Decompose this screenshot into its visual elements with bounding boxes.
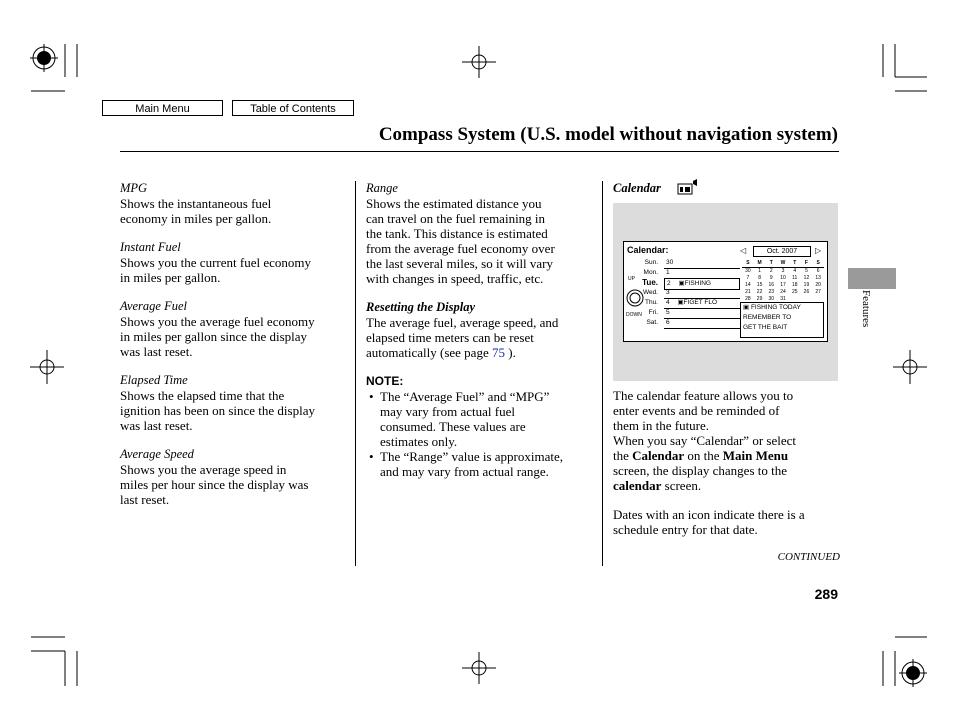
text-fragment: ). <box>504 345 516 360</box>
text-fragment: the <box>613 448 633 463</box>
list-item <box>366 449 598 479</box>
text-line: the tank. This distance is estimated <box>366 226 548 241</box>
date-cell: 10 <box>780 275 786 281</box>
text-line: was last reset. <box>120 418 193 433</box>
entry-icon: ▣ <box>678 280 685 287</box>
date-cell: 7 <box>746 275 750 281</box>
memo-line: REMEMBER TO <box>743 314 792 321</box>
text-line <box>366 345 598 360</box>
week-row <box>742 289 824 296</box>
title-divider <box>120 151 839 152</box>
day-row: Thu. 4 ▣FIGET FLO <box>640 298 740 308</box>
text-line: Shows the instantaneous fuel <box>120 196 272 211</box>
week-row <box>742 268 824 275</box>
day-list <box>640 258 740 328</box>
page-reference-link[interactable]: 75 <box>491 345 505 360</box>
main-menu-button[interactable]: Main Menu <box>102 100 223 116</box>
text-line: can travel on the fuel remaining in <box>366 211 546 226</box>
text-line: with changes in speed, traffic, etc. <box>366 271 544 286</box>
voice-command-icon <box>677 179 699 195</box>
date-cell: 19 <box>803 282 810 288</box>
date-cell: 3 <box>781 268 785 274</box>
next-month-icon: ▷ <box>815 246 822 255</box>
date-cell: 16 <box>768 282 775 288</box>
text-line: miles per hour since the display was <box>120 477 309 492</box>
date-cell: 5 <box>805 268 808 274</box>
text-line: Shows the estimated distance you <box>366 196 542 211</box>
date-cell: 2 <box>769 268 773 274</box>
list-item <box>366 389 598 449</box>
date-cell: 18 <box>791 282 798 288</box>
date-cell: 14 <box>745 282 751 288</box>
column-divider <box>602 181 603 566</box>
heading-elapsed-time: Elapsed Time <box>120 373 188 387</box>
day-row: Wed. 3 <box>640 288 740 298</box>
text-line: the last several miles, so it will vary <box>366 256 554 271</box>
text-line: The average fuel, average speed, and <box>366 315 559 330</box>
text-line: Shows you the current fuel economy <box>120 255 311 270</box>
day-row: Sun. 30 <box>640 258 740 268</box>
date-cell: 31 <box>780 296 786 302</box>
text-line: screen, the display changes to the <box>613 463 787 478</box>
calendar-display <box>623 241 828 342</box>
text-line: elapsed time meters can be reset <box>366 330 534 345</box>
text-fragment: on the <box>684 448 723 463</box>
continued-label: CONTINUED <box>777 551 840 563</box>
text-line: from the average fuel economy over <box>366 241 555 256</box>
text-line: Shows you the average fuel economy <box>120 314 315 329</box>
text-fragment: automatically (see page <box>366 345 492 360</box>
text-line: • The “Average Fuel” and “MPG” <box>380 389 550 404</box>
entry-icon: ▣ <box>677 299 684 306</box>
text-line: them in the future. <box>613 418 710 433</box>
date-cell: 1 <box>758 268 761 274</box>
heading-resetting-display: Resetting the Display <box>366 300 476 314</box>
text-line <box>613 448 841 463</box>
page-title: Compass System (U.S. model without navigation system) <box>378 124 838 145</box>
text-line: • The “Range” value is approximate, <box>380 449 564 464</box>
text-line: in miles per gallon. <box>120 270 221 285</box>
prev-month-icon: ◁ <box>740 246 747 255</box>
text-line: When you say “Calendar” or select <box>613 433 797 448</box>
page-number: 289 <box>814 586 838 602</box>
date-cell: 9 <box>769 275 773 281</box>
heading-average-fuel: Average Fuel <box>120 299 187 313</box>
down-label: DOWN <box>626 312 642 318</box>
column-3-text <box>613 388 841 537</box>
week-row <box>742 275 824 282</box>
text-line: schedule entry for that date. <box>613 522 758 537</box>
text-line: Dates with an icon indicate there is a <box>613 507 805 522</box>
text-line: Shows you the average speed in <box>120 462 287 477</box>
date-cell: 4 <box>793 268 797 274</box>
heading-instant-fuel: Instant Fuel <box>120 240 181 254</box>
date-cell: 6 <box>816 268 820 274</box>
text-line: was last reset. <box>120 344 193 359</box>
text-line: economy in miles per gallon. <box>120 211 272 226</box>
heading-average-speed: Average Speed <box>120 447 194 461</box>
week-header: S M T W T F S <box>742 260 824 268</box>
date-cell: 27 <box>815 289 821 295</box>
column-1 <box>120 181 350 507</box>
heading-range: Range <box>366 181 398 195</box>
section-label: Features <box>860 290 872 328</box>
memo-line: ▣ FISHING TODAY <box>743 304 801 311</box>
date-cell: 17 <box>780 282 786 288</box>
date-cell: 15 <box>756 282 763 288</box>
date-cell: 12 <box>803 275 810 281</box>
date-cell: 8 <box>758 275 761 281</box>
text-fragment: screen. <box>661 478 702 493</box>
text-line: last reset. <box>120 492 170 507</box>
date-cell: 20 <box>815 282 821 288</box>
day-row: Sat. 6 <box>640 318 740 328</box>
date-cell: 30 <box>768 296 775 302</box>
text-line <box>613 478 841 493</box>
note-label: NOTE: <box>366 374 404 388</box>
date-cell: 11 <box>792 275 798 281</box>
calendar-label: Calendar: <box>627 245 669 255</box>
date-cell: 30 <box>745 268 751 274</box>
date-cell: 29 <box>756 296 763 302</box>
up-label: UP <box>628 276 635 282</box>
date-cell: 23 <box>768 289 775 295</box>
date-cell: 21 <box>745 289 751 295</box>
text-line: in miles per gallon since the display <box>120 329 308 344</box>
week-row <box>742 282 824 289</box>
date-cell: 26 <box>803 289 810 295</box>
text-fragment: calendar <box>613 478 662 493</box>
column-2 <box>366 181 598 479</box>
text-line: Shows the elapsed time that the <box>120 388 285 403</box>
column-divider <box>355 181 356 566</box>
memo-line: GET THE BAIT <box>743 324 788 331</box>
registration-mark-bottom-right <box>899 659 927 687</box>
day-row-selected: Tue. 2 ▣FISHING <box>640 278 740 288</box>
calendar-screen-figure <box>613 203 838 381</box>
text-line: enter events and be reminded of <box>613 403 780 418</box>
heading-mpg: MPG <box>120 181 148 195</box>
entry-icon: ▣ <box>743 304 751 311</box>
month-display: Oct. 2007 <box>753 246 811 257</box>
text-line: ignition has been on since the display <box>120 403 315 418</box>
text-line: may vary from actual fuel <box>380 404 515 419</box>
note-bullets <box>366 389 598 479</box>
text-line: The calendar feature allows you to <box>613 388 794 403</box>
registration-mark-top-left <box>30 44 58 72</box>
month-grid <box>742 260 824 303</box>
memo-box <box>740 302 824 338</box>
day-row: Fri. 5 <box>640 308 740 318</box>
date-cell: 24 <box>780 289 786 295</box>
table-of-contents-button[interactable]: Table of Contents <box>232 100 354 116</box>
heading-calendar: Calendar <box>613 181 661 195</box>
date-cell: 28 <box>745 296 751 302</box>
text-line: estimates only. <box>380 434 458 449</box>
section-tab <box>848 268 896 289</box>
date-cell: 22 <box>756 289 763 295</box>
day-row: Mon. 1 <box>640 268 740 278</box>
text-line: and may vary from actual range. <box>380 464 549 479</box>
date-cell: 13 <box>815 275 821 281</box>
text-fragment: Main Menu <box>722 448 789 463</box>
date-cell: 25 <box>791 289 798 295</box>
text-line: consumed. These values are <box>380 419 526 434</box>
text-fragment: Calendar <box>632 448 685 463</box>
